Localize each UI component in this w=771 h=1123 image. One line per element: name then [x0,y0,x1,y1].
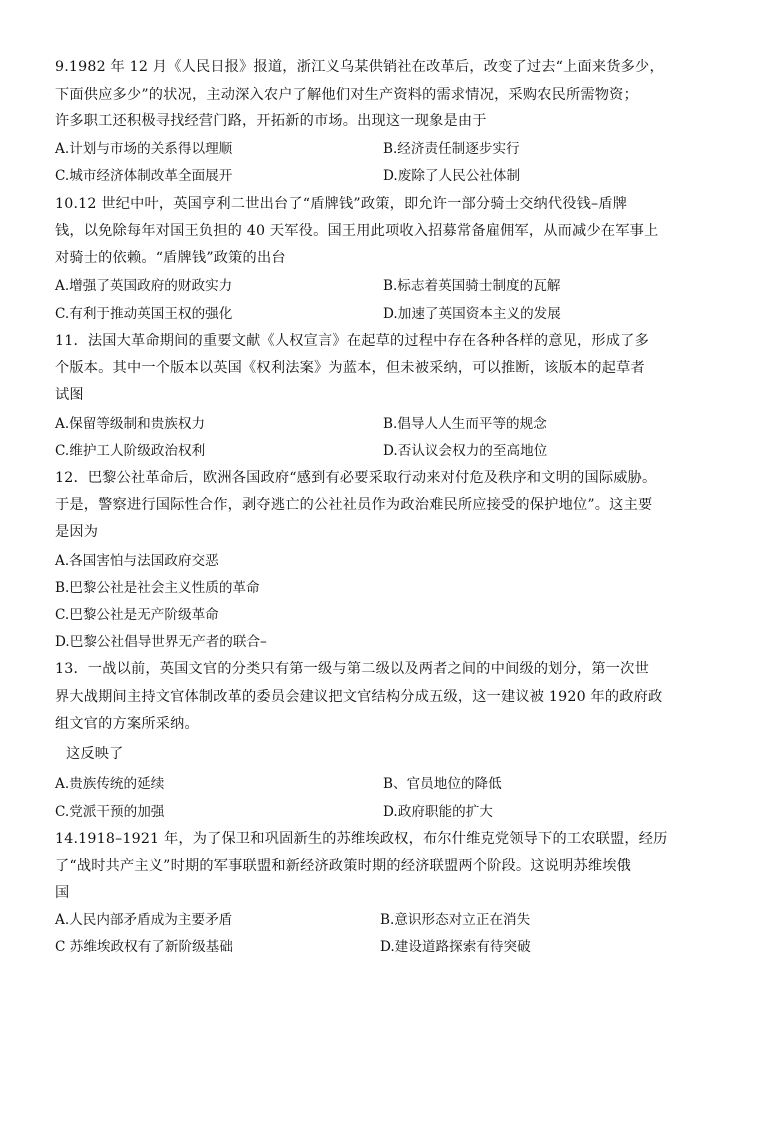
q12-option-b[interactable]: B.巴黎公社是社会主义性质的革命 [55,580,260,596]
q9-stem-line-1: 9.1982 年 12 月《人民日报》报道，浙江义乌某供销社在改革后，改变了过去“上面来货多少， [55,59,664,75]
q11-stem-line-2: 个版本。其中一个版本以英国《权利法案》为蓝本，但未被采纳，可以推断，该版本的起草者 [55,360,645,376]
q11-stem-line-3: 试图 [55,387,84,403]
q13-option-a[interactable]: A.贵族传统的延续 [55,776,165,792]
q9-option-c[interactable]: C.城市经济体制改革全面展开 [55,168,233,184]
q14-stem-line-1: 14.1918–1921 年，为了保卫和巩固新生的苏维埃政权，布尔什维克党领导下的工农联盟，经历 [55,831,668,847]
q13-stem-line-3: 组文官的方案所采纳。 [55,716,199,732]
q10-option-d[interactable]: D.加速了英国资本主义的发展 [383,306,561,322]
q12-stem-line-2: 于是，警察进行国际性合作，剥夺逃亡的公社社员作为政治难民所应接受的保护地位”。这主要 [55,497,653,513]
q13-option-d[interactable]: D.政府职能的扩大 [383,804,493,820]
q13-option-b[interactable]: B、官员地位的降低 [383,776,502,792]
q10-stem-line-2: 钱，以免除每年对国王负担的 40 天军役。国王用此项收入招募常备雇佣军，从而减少在军事上 [55,223,659,239]
q11-stem-line-1: 11．法国大革命期间的重要文献《人权宣言》在起草的过程中存在各种各样的意见，形成了多 [55,333,649,349]
q10-stem-line-3: 对骑士的依赖。“盾牌钱”政策的出台 [55,250,286,266]
q9-stem-line-2: 下面供应多少”的状况，主动深入农户了解他们对生产资料的需求情况，采购农民所需物资； [55,87,638,103]
q9-option-b[interactable]: B.经济责任制逐步实行 [383,141,520,157]
q14-option-a[interactable]: A.人民内部矛盾成为主要矛盾 [55,912,233,928]
q11-option-a[interactable]: A.保留等级制和贵族权力 [55,416,206,432]
q9-option-a[interactable]: A.计划与市场的关系得以理顺 [55,141,233,157]
q12-option-a[interactable]: A.各国害怕与法国政府交恶 [55,553,219,569]
q10-option-b[interactable]: B.标志着英国骑士制度的瓦解 [383,278,561,294]
q14-option-d[interactable]: D.建设道路探索有待突破 [380,939,531,955]
q10-option-a[interactable]: A.增强了英国政府的财政实力 [55,278,233,294]
q11-option-d[interactable]: D.否认议会权力的至高地位 [383,443,548,459]
q12-option-d[interactable]: D.巴黎公社倡导世界无产者的联合– [55,634,267,650]
q12-stem-line-1: 12．巴黎公社革命后，欧洲各国政府“感到有必要采取行动来对付危及秩序和文明的国际威胁。 [55,470,657,486]
q10-option-c[interactable]: C.有利于推动英国王权的强化 [55,306,233,322]
q13-stem-line-1: 13．一战以前，英国文官的分类只有第一级与第二级以及两者之间的中间级的划分，第一次世 [55,661,649,677]
q10-stem-line-1: 10.12 世纪中叶，英国亨利二世出台了“盾牌钱”政策，即允许一部分骑士交纳代役钱–盾牌 [55,196,628,212]
q14-option-b[interactable]: B.意识形态对立正在消失 [380,912,531,928]
q12-option-c[interactable]: C.巴黎公社是无产阶级革命 [55,607,219,623]
q9-option-d[interactable]: D.废除了人民公社体制 [383,168,521,184]
q12-stem-line-3: 是因为 [55,524,99,540]
q13-stem-line-4: 这反映了 [66,746,124,762]
q9-stem-line-3: 许多职工还积极寻找经营门路，开拓新的市场。出现这一现象是由于 [55,113,487,129]
q13-stem-line-2: 界大战期间主持文官体制改革的委员会建议把文官结构分成五级，这一建议被 1920 年的政府政 [55,689,663,705]
q13-option-c[interactable]: C.党派干预的加强 [55,804,165,820]
q11-option-c[interactable]: C.维护工人阶级政治权利 [55,443,206,459]
q11-option-b[interactable]: B.倡导人人生而平等的规念 [383,416,547,432]
q14-option-c[interactable]: C 苏维埃政权有了新阶级基础 [55,939,233,955]
q14-stem-line-2: 了“战时共产主义”时期的军事联盟和新经济政策时期的经济联盟两个阶段。这说明苏维埃俄 [55,858,632,874]
q14-stem-line-3: 国 [55,885,70,901]
